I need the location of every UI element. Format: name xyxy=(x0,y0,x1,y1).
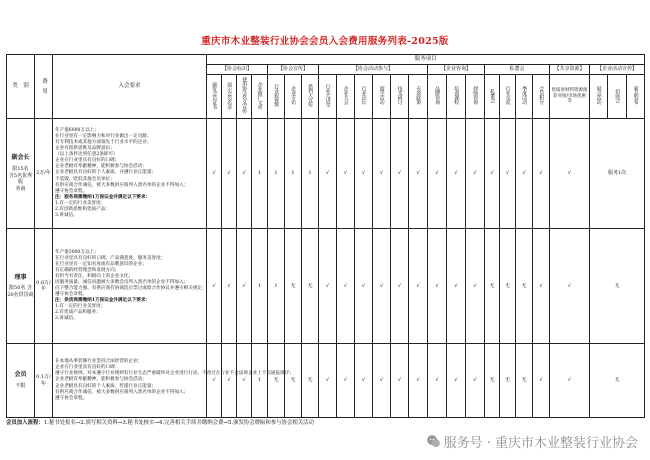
service-cell: √ xyxy=(391,229,409,344)
service-cell: √ xyxy=(500,119,516,229)
category-name: 理事 xyxy=(14,273,27,281)
join-flow-label: 会员加入流程： xyxy=(6,420,44,426)
event-promo-note: 服务1次 xyxy=(590,119,645,229)
service-cell: √ xyxy=(319,119,337,229)
membership-fee: 2万/年 xyxy=(35,119,53,229)
service-cell: √ xyxy=(337,229,355,344)
requirement-line: 遵守协会章程。 xyxy=(55,395,88,401)
service-cell: √ xyxy=(319,344,337,418)
service-cell: √ xyxy=(447,119,466,229)
service-cell: √ xyxy=(428,119,447,229)
table-row xyxy=(7,119,645,229)
service-cell: 无 xyxy=(302,344,319,418)
service-cell: 1 xyxy=(285,119,302,229)
category-quota: 含5名优秀服 xyxy=(8,172,33,186)
fee-service-table xyxy=(6,54,645,418)
category-quota: 务商 xyxy=(15,186,26,192)
requirement-line: 有担当有责任、积极向上的企业文化； xyxy=(55,273,134,279)
group-private-board: 私董会 xyxy=(485,65,550,75)
service-cell: 1 xyxy=(252,119,268,229)
requirement-line: 2.有优质产品和服务； xyxy=(55,310,101,316)
service-cell: √ xyxy=(550,229,590,344)
requirement-line: 注：供货商需缴纳1万保证金并满足以下要求： xyxy=(55,298,151,304)
service-cell: √ xyxy=(373,344,391,418)
service-cell: √ xyxy=(466,229,485,344)
category-quota: 不限 xyxy=(15,382,26,389)
requirement-line: 注：服务商需缴纳1万保证金并满足以下要求： xyxy=(55,194,151,200)
sub-column-header-7: 行业大讲堂 xyxy=(319,75,337,119)
requirement-line: 企业老板有奉献精神，能积极参与协会活动； xyxy=(55,377,147,383)
service-cell: √ xyxy=(391,119,409,229)
table-row xyxy=(7,229,645,344)
service-cell: √ xyxy=(485,119,500,229)
header-service-items: 服务项目 xyxy=(207,55,645,65)
sub-column-header-1: 展示会员名录 xyxy=(222,75,237,119)
service-cell: √ xyxy=(409,119,428,229)
membership-requirements xyxy=(53,229,207,344)
join-flow xyxy=(6,418,314,426)
group-activity-participation: 【协会活动参与】 xyxy=(319,65,428,75)
category-name: 会员 xyxy=(14,371,27,379)
service-cell: 无 xyxy=(516,344,533,418)
service-cell: √ xyxy=(222,119,237,229)
sub-column-header-18: 季度活动 xyxy=(516,75,533,119)
service-cell: 1 xyxy=(252,344,268,418)
requirement-line: （以上条件达到任意2条即可） xyxy=(55,152,118,158)
requirement-line: 企业在行业里具有良好的口碑； xyxy=(55,158,120,164)
service-cell: √ xyxy=(409,344,428,418)
sub-column-header-9: 行业论坛 xyxy=(355,75,373,119)
sub-column-header-11: 技术研讨 xyxy=(391,75,409,119)
service-cell: 无 xyxy=(500,229,516,344)
service-cell: √ xyxy=(207,229,222,344)
service-cell: √ xyxy=(207,344,222,418)
service-cell: √ xyxy=(237,119,252,229)
requirement-line: 年产值6000万以上； xyxy=(55,128,99,134)
service-cell: 无 xyxy=(268,344,285,418)
sub-column-header-20: 优质原材料资源推荐对接/市场优惠等 xyxy=(550,75,590,119)
service-cell: 无 xyxy=(485,229,500,344)
service-cell: √ xyxy=(428,344,447,418)
service-cell: 无 xyxy=(485,344,500,418)
requirement-line: 在行业里有一定知名度或有品牌意识的企业； xyxy=(55,261,147,267)
membership-fee: 0.1万/年 xyxy=(35,344,53,418)
service-cell: √ xyxy=(237,229,252,344)
service-cell: √ xyxy=(550,344,590,418)
chat-bubble-icon xyxy=(426,434,441,449)
sub-column-header-16: 私董会 xyxy=(485,75,500,119)
requirement-line: 在行业里有一定影响力和对行业做出一定贡献； xyxy=(55,134,152,140)
service-cell: 无 xyxy=(516,229,533,344)
service-cell: √ xyxy=(207,119,222,229)
event-promo-note: 无 xyxy=(590,229,645,344)
sub-column-header-15: 律师咨询 xyxy=(466,75,485,119)
requirement-line: 遵守行业规则、对本遵守行业规则有行业生态严重破坏对企业进行行动、不改过在行业不合法规企业上不以通报批评； xyxy=(55,371,294,377)
service-cell: √ xyxy=(533,344,550,418)
service-cell: √ xyxy=(466,119,485,229)
header-requirements: 入会要求 xyxy=(53,55,207,119)
requirement-line: 有供应商合作诚信，被大多数供应商列入黑名单的企业不得加入； xyxy=(55,182,189,188)
requirement-line: 在本地从事装修行业坚持合法经营的企业； xyxy=(55,359,143,365)
sub-column-header-10: 游学活动 xyxy=(373,75,391,119)
service-cell: √ xyxy=(447,344,466,418)
service-cell: √ xyxy=(466,344,485,418)
service-cell: 无 xyxy=(500,344,516,418)
sub-column-header-23: 新品发布 xyxy=(627,75,645,119)
sub-column-header-3: 企业推广文章 xyxy=(252,75,268,119)
requirement-line: 有供应商合作诚信，被大多数供应商列入黑名单的企业不得加入； xyxy=(55,389,189,395)
category-quota: 限15名 xyxy=(12,165,29,172)
sub-column-header-13: 品牌咨询 xyxy=(428,75,447,119)
category-quota: 限50名 含 xyxy=(9,285,32,291)
service-cell: √ xyxy=(428,229,447,344)
requirement-line: 遵守协会章程。 xyxy=(55,292,88,298)
category-name: 副会长 xyxy=(11,154,30,162)
requirement-line: 因服务质量、诚信问题被大多数会员列入黑名单的企业不得加入； xyxy=(55,279,189,285)
requirement-line: 年产值3000万以上； xyxy=(55,249,99,255)
group-association-logo: 【协会标识】 xyxy=(207,65,268,75)
requirement-line: 1.有一定的行业美誉度； xyxy=(55,304,106,310)
member-category xyxy=(7,344,35,418)
membership-requirements xyxy=(53,119,207,229)
document-title: 重庆市木业整装行业协会会员入会费用服务列表-2025版 xyxy=(201,36,449,47)
watermark-text: 服务号 · 重庆市木业整装行业协会 xyxy=(443,436,638,451)
membership-fee: 0.6万/年 xyxy=(35,229,53,344)
requirement-line: 1.有一定的行业美誉度； xyxy=(55,200,106,206)
sub-column-header-17: 行业交流 xyxy=(500,75,516,119)
service-cell: √ xyxy=(533,119,550,229)
requirement-line: 3.讲诚信。 xyxy=(55,212,78,218)
service-cell: 1 xyxy=(268,229,285,344)
service-cell: √ xyxy=(355,229,373,344)
member-category xyxy=(7,229,35,344)
sub-column-header-0: 颁发会员证书 xyxy=(207,75,222,119)
sub-column-header-19: 会员积分 xyxy=(533,75,550,119)
group-enterprise-consulting: 【企业咨询】 xyxy=(428,65,485,75)
header-category: 类 别 xyxy=(7,55,35,119)
requirement-line: 遵守协会章程。 xyxy=(55,188,88,194)
requirement-line: 在行业里具有良好的口碑、产品满意度、服务美誉度； xyxy=(55,255,166,261)
requirement-line: 2.有创新思维和优质产品； xyxy=(55,206,110,212)
service-cell: √ xyxy=(447,229,466,344)
service-cell: √ xyxy=(373,229,391,344)
requirement-line: 企业老板具有良好的个人素质、并遵行业正能量； xyxy=(55,170,157,176)
requirement-line: 企业老板具有良好的个人素质、传递行业正能量； xyxy=(55,383,157,389)
service-cell: √ xyxy=(222,229,237,344)
sub-column-header-21: 展会活动 xyxy=(590,75,608,119)
service-cell: √ xyxy=(337,119,355,229)
requirement-line: 企业老板有奉献精神，能积极参与协会活动； xyxy=(55,164,147,170)
sub-column-header-6: 搭档人宣传 xyxy=(302,75,319,119)
service-cell: √ xyxy=(355,119,373,229)
group-association-promo: 【协会宣传】 xyxy=(268,65,319,75)
requirement-line: 向下整合能力强、有供应商有协商选后票过或暗合作协议并遵守相关规定； xyxy=(55,286,207,291)
member-category xyxy=(7,119,35,229)
group-shared-resources: 【共享资源】 xyxy=(550,65,590,75)
service-cell: 无 xyxy=(285,344,302,418)
service-cell: √ xyxy=(337,344,355,418)
requirement-line: 有专利技术或其他方面领先于行业水平的企业； xyxy=(55,140,152,146)
service-cell: √ xyxy=(533,229,550,344)
requirement-line: 企业有创新思维及品牌意识； xyxy=(55,146,115,152)
sub-column-header-12: 专项政策 xyxy=(409,75,428,119)
service-cell: √ xyxy=(237,344,252,418)
sub-column-header-5: 企业专访 xyxy=(285,75,302,119)
membership-requirements xyxy=(53,344,294,418)
requirement-line: 3.讲诚信。 xyxy=(55,316,78,322)
service-cell: 1 xyxy=(302,119,319,229)
service-cell: √ xyxy=(516,119,533,229)
document-page xyxy=(6,0,644,460)
service-cell: √ xyxy=(391,344,409,418)
service-cell: √ xyxy=(373,119,391,229)
category-quota: 20名供货商 xyxy=(7,291,34,298)
service-cell: √ xyxy=(319,229,337,344)
watermark xyxy=(426,432,638,451)
service-cell: 1 xyxy=(252,229,268,344)
service-cell: √ xyxy=(222,344,237,418)
service-cell: 无 xyxy=(285,229,302,344)
service-cell: √ xyxy=(409,229,428,344)
sub-column-header-22: 招商会 xyxy=(608,75,627,119)
event-promo-note: 无 xyxy=(590,344,645,418)
service-cell: √ xyxy=(355,344,373,418)
service-cell: √ xyxy=(550,119,590,229)
sub-column-header-14: 培训课程 xyxy=(447,75,466,119)
group-enterprise-event-promo: 【企业活动宣传】 xyxy=(590,65,645,75)
service-cell: 无 xyxy=(302,229,319,344)
sub-column-header-2: 使用协会名义宣传 xyxy=(237,75,252,119)
requirement-line: 企业在行业里具有良好的口碑； xyxy=(55,365,120,371)
sub-column-header-4: 行业短视频 xyxy=(268,75,285,119)
header-fee: 费 用 xyxy=(35,55,53,119)
join-flow-steps: 1.秘书处报名→2.填写相关资料→3.秘书处核实→4.完善相关手续并缴纳会费→5.颁发协会牌匾和参与协会相关活动 xyxy=(43,420,314,426)
requirement-line: 有正确的经营理念和发展方向； xyxy=(55,267,120,273)
requirement-line: 不诋毁、贬低其他会员单位； xyxy=(55,176,115,182)
sub-column-header-8: 企业大会 xyxy=(337,75,355,119)
service-cell: 1 xyxy=(268,119,285,229)
table-row xyxy=(7,344,645,418)
